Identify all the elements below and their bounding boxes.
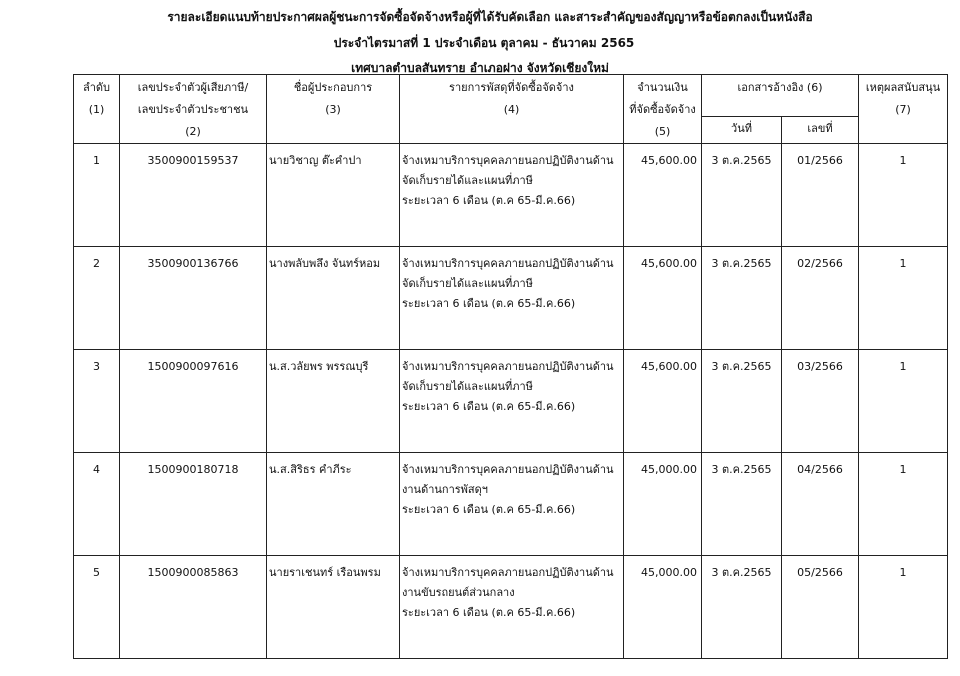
desc-line: จัดเก็บรายได้และแผนที่ภาษี	[402, 380, 533, 393]
cell-desc	[400, 350, 624, 453]
cell-date: 3 ต.ค.2565	[702, 556, 782, 659]
cell-ref-no: 01/2566	[782, 144, 859, 247]
cell-reason: 1	[859, 144, 948, 247]
cell-date: 3 ต.ค.2565	[702, 453, 782, 556]
cell-amount: 45,000.00	[624, 453, 702, 556]
cell-no: 5	[74, 556, 120, 659]
col-header-reason: เหตุผลสนับสนุน (7)	[859, 75, 948, 144]
cell-no: 1	[74, 144, 120, 247]
col-header-ref-date: วันที่	[702, 117, 782, 144]
document-agency: เทศบาลตำบลสันทราย อำเภอฝาง จังหวัดเชียงใหม่	[351, 61, 609, 75]
cell-taxid: 3500900136766	[120, 247, 267, 350]
desc-line: จ้างเหมาบริการบุคคลภายนอกปฏิบัติงานด้าน	[402, 463, 614, 476]
cell-no: 3	[74, 350, 120, 453]
table-body	[74, 144, 948, 659]
cell-amount: 45,600.00	[624, 350, 702, 453]
desc-line: จัดเก็บรายได้และแผนที่ภาษี	[402, 277, 533, 290]
col-header-ref: เอกสารอ้างอิง (6)	[702, 75, 859, 117]
table-row	[74, 247, 948, 350]
cell-taxid: 1500900085863	[120, 556, 267, 659]
table-row	[74, 350, 948, 453]
col-header-no: ลำดับ (1)	[74, 75, 120, 144]
document-period: ประจำไตรมาสที่ 1 ประจำเดือน ตุลาคม - ธันวาคม 2565	[333, 36, 635, 50]
desc-line: ระยะเวลา 6 เดือน (ต.ค 65-มี.ค.66)	[402, 297, 576, 310]
cell-reason: 1	[859, 350, 948, 453]
cell-date: 3 ต.ค.2565	[702, 247, 782, 350]
desc-line: ระยะเวลา 6 เดือน (ต.ค 65-มี.ค.66)	[402, 194, 576, 207]
cell-amount: 45,600.00	[624, 247, 702, 350]
cell-name: นายราเชนทร์ เรือนพรม	[267, 556, 400, 659]
cell-name: นางพลับพลึง จันทร์หอม	[267, 247, 400, 350]
cell-amount: 45,000.00	[624, 556, 702, 659]
cell-desc	[400, 144, 624, 247]
desc-line: จัดเก็บรายได้และแผนที่ภาษี	[402, 174, 533, 187]
cell-no: 4	[74, 453, 120, 556]
desc-line: งานด้านการพัสดุฯ	[402, 483, 488, 496]
table-row	[74, 453, 948, 556]
document-title: รายละเอียดแนบท้ายประกาศผลผู้ชนะการจัดซื้อจัดจ้างหรือผู้ที่ได้รับคัดเลือก และสาระสำคัญของสัญญาหรือข้อตกลงเป็นหนังสือ	[167, 10, 813, 24]
cell-desc	[400, 247, 624, 350]
desc-line: งานขับรถยนต์ส่วนกลาง	[402, 586, 515, 599]
col-header-name: ชื่อผู้ประกอบการ (3)	[267, 75, 400, 144]
desc-line: จ้างเหมาบริการบุคคลภายนอกปฏิบัติงานด้าน	[402, 154, 614, 167]
col-header-amount: จำนวนเงิน ที่จัดซื้อจัดจ้าง (5)	[624, 75, 702, 144]
cell-date: 3 ต.ค.2565	[702, 350, 782, 453]
cell-name: นายวิชาญ ต๊ะคำปา	[267, 144, 400, 247]
cell-amount: 45,600.00	[624, 144, 702, 247]
table-row	[74, 144, 948, 247]
cell-reason: 1	[859, 247, 948, 350]
cell-desc	[400, 556, 624, 659]
desc-line: ระยะเวลา 6 เดือน (ต.ค 65-มี.ค.66)	[402, 503, 576, 516]
cell-taxid: 1500900180718	[120, 453, 267, 556]
procurement-table	[73, 74, 948, 659]
desc-line: ระยะเวลา 6 เดือน (ต.ค 65-มี.ค.66)	[402, 400, 576, 413]
cell-desc	[400, 453, 624, 556]
desc-line: ระยะเวลา 6 เดือน (ต.ค 65-มี.ค.66)	[402, 606, 576, 619]
cell-reason: 1	[859, 556, 948, 659]
cell-ref-no: 05/2566	[782, 556, 859, 659]
cell-ref-no: 02/2566	[782, 247, 859, 350]
cell-ref-no: 04/2566	[782, 453, 859, 556]
cell-taxid: 1500900097616	[120, 350, 267, 453]
desc-line: จ้างเหมาบริการบุคคลภายนอกปฏิบัติงานด้าน	[402, 360, 614, 373]
desc-line: จ้างเหมาบริการบุคคลภายนอกปฏิบัติงานด้าน	[402, 257, 614, 270]
cell-name: น.ส.สิริธร คำภีระ	[267, 453, 400, 556]
col-header-taxid: เลขประจำตัวผู้เสียภาษี/ เลขประจำตัวประชาชน (2)	[120, 75, 267, 144]
cell-reason: 1	[859, 453, 948, 556]
desc-line: จ้างเหมาบริการบุคคลภายนอกปฏิบัติงานด้าน	[402, 566, 614, 579]
cell-date: 3 ต.ค.2565	[702, 144, 782, 247]
col-header-item: รายการพัสดุที่จัดซื้อจัดจ้าง (4)	[400, 75, 624, 144]
cell-taxid: 3500900159537	[120, 144, 267, 247]
cell-no: 2	[74, 247, 120, 350]
cell-ref-no: 03/2566	[782, 350, 859, 453]
table-row	[74, 556, 948, 659]
col-header-ref-no: เลขที่	[782, 117, 859, 144]
cell-name: น.ส.วลัยพร พรรณบุรี	[267, 350, 400, 453]
table-header-row	[74, 75, 948, 117]
